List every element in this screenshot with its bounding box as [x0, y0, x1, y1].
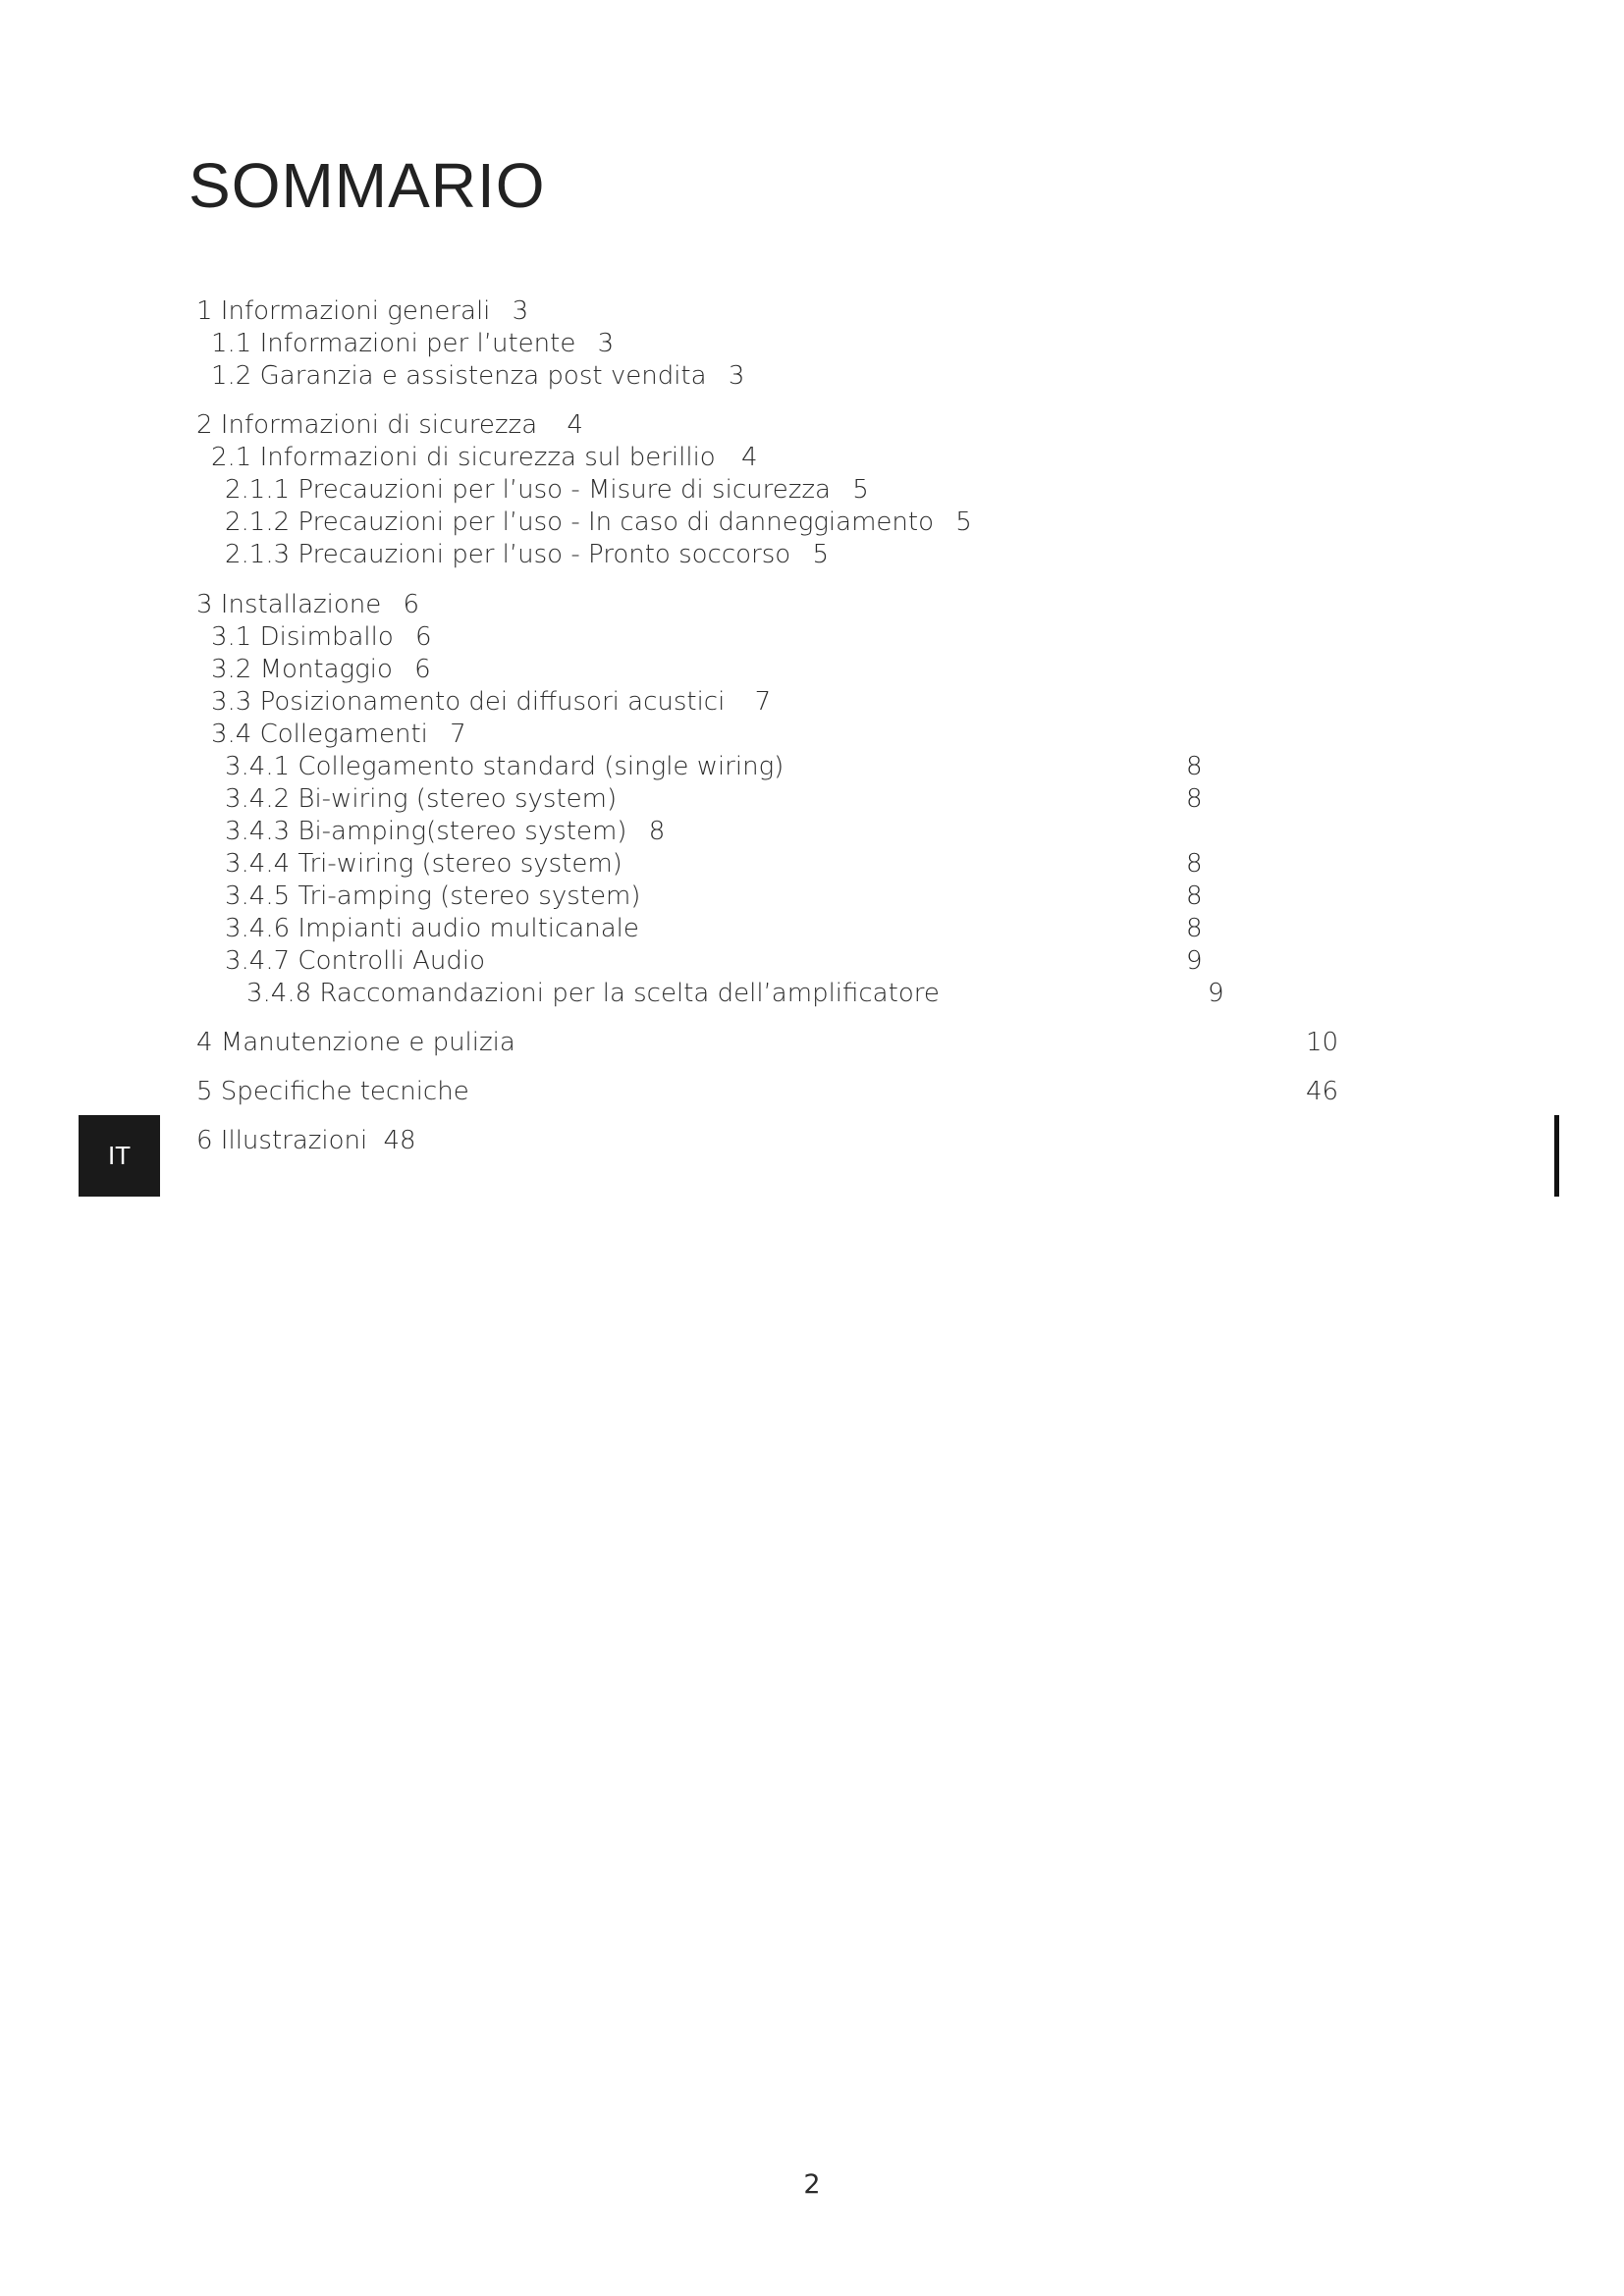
toc-entry	[196, 410, 583, 440]
toc-entry-label: 3.4.1 Collegamento standard (single wiring)	[225, 752, 785, 781]
toc-entry-page: 3	[512, 296, 529, 326]
toc-entry-label: 3.4.3 Bi-amping(stereo system)	[225, 817, 627, 846]
toc-entry-label: 3.1 Disimballo	[211, 622, 394, 652]
toc-entry-label: 3.2 Montaggio	[211, 655, 393, 684]
toc-entry-page: 9	[1186, 946, 1203, 976]
toc-entry-label: 1 Informazioni generali	[196, 296, 491, 326]
toc-entry	[225, 540, 829, 569]
toc-entry	[196, 1077, 469, 1106]
toc-entry	[225, 817, 665, 846]
toc-entry-label: 2 Informazioni di sicurezza	[196, 410, 538, 440]
toc-entry	[225, 752, 784, 781]
toc-entry-label: 3.4.6 Impianti audio multicanale	[225, 914, 639, 943]
toc-entry-page: 3	[597, 329, 615, 358]
toc-entry	[211, 361, 744, 391]
toc-entry	[211, 655, 431, 684]
toc-entry-page: 8	[1186, 752, 1203, 781]
toc-entry-label: 2.1.2 Precauzioni per l’uso - In caso di danneggiamento	[225, 507, 934, 537]
toc-entry	[225, 784, 617, 814]
toc-entry-page: 8	[1186, 849, 1203, 879]
toc-entry-page: 8	[648, 817, 666, 846]
language-tab: IT	[79, 1115, 160, 1197]
toc-entry-label: 3.4 Collegamenti	[211, 720, 428, 749]
toc-entry	[196, 296, 528, 326]
toc-entry	[211, 329, 614, 358]
toc-entry-label: 3.4.4 Tri-wiring (stereo system)	[225, 849, 623, 879]
toc-entry-page: 6	[403, 590, 420, 619]
toc-entry	[225, 475, 869, 505]
toc-entry-page: 4	[567, 410, 583, 440]
toc-entry	[196, 590, 419, 619]
toc-entry	[246, 979, 940, 1008]
toc-entry-label: 2.1 Informazioni di sicurezza sul berillio	[211, 443, 716, 472]
toc-entry-label: 1.2 Garanzia e assistenza post vendita	[211, 361, 707, 391]
toc-entry-page: 5	[812, 540, 829, 569]
toc-entry-page: 5	[955, 507, 972, 537]
toc-entry	[211, 622, 432, 652]
toc-entry-page: 9	[1208, 979, 1224, 1008]
toc-entry	[211, 687, 771, 717]
toc-entry	[225, 914, 639, 943]
page-number: 2	[803, 2169, 821, 2200]
toc-entry-label: 3.4.5 Tri-amping (stereo system)	[225, 881, 641, 911]
toc-entry-page: 48	[383, 1126, 416, 1155]
toc-entry	[225, 881, 640, 911]
toc-entry	[225, 849, 623, 879]
toc-entry-label: 4 Manutenzione e pulizia	[196, 1028, 515, 1057]
toc-entry-label: 2.1.3 Precauzioni per l’uso - Pronto soccorso	[225, 540, 791, 569]
toc-entry-page: 46	[1306, 1077, 1339, 1106]
toc-entry	[225, 507, 972, 537]
toc-entry-label: 3.4.8 Raccomandazioni per la scelta dell’amplificatore	[246, 979, 940, 1008]
toc-entry-label: 3.4.7 Controlli Audio	[225, 946, 486, 976]
toc-entry-label: 1.1 Informazioni per l’utente	[211, 329, 576, 358]
toc-entry-label: 3 Installazione	[196, 590, 382, 619]
toc-entry-page: 6	[415, 622, 432, 652]
toc-entry-page: 4	[740, 443, 758, 472]
toc-entry-page: 8	[1186, 914, 1203, 943]
toc-entry	[211, 443, 758, 472]
toc-entry-page: 8	[1186, 881, 1203, 911]
toc-entry-page: 8	[1186, 784, 1203, 814]
toc-entry-page: 5	[852, 475, 869, 505]
toc-entry-label: 3.4.2 Bi-wiring (stereo system)	[225, 784, 618, 814]
toc-entry-label: 6 Illustrazioni	[196, 1126, 368, 1155]
edge-marker	[1554, 1115, 1559, 1197]
toc-entry	[196, 1028, 515, 1057]
toc-entry-label: 3.3 Posizionamento dei diffusori acustici	[211, 687, 726, 717]
toc-entry-label: 2.1.1 Precauzioni per l’uso - Misure di sicurezza	[225, 475, 831, 505]
toc-entry-page: 3	[728, 361, 745, 391]
toc-entry	[196, 1126, 416, 1155]
toc-entry-page: 6	[414, 655, 431, 684]
toc-entry	[225, 946, 485, 976]
toc-entry-label: 5 Specifiche tecniche	[196, 1077, 469, 1106]
toc-entry-page: 10	[1306, 1028, 1339, 1057]
page-title: SOMMARIO	[189, 150, 546, 221]
toc-entry	[211, 720, 466, 749]
toc-entry-page: 7	[754, 687, 772, 717]
toc-entry-page: 7	[450, 720, 466, 749]
